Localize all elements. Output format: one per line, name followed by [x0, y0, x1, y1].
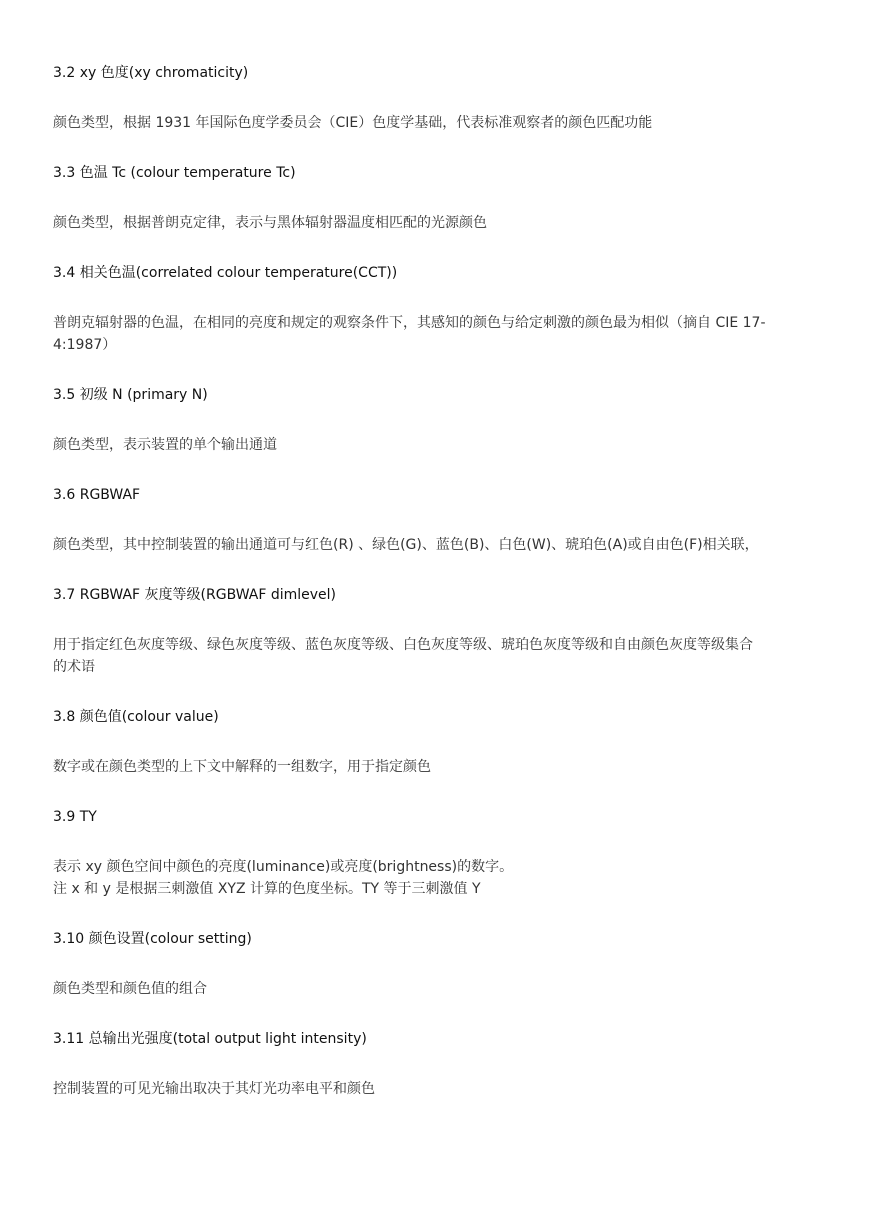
- section-body: [53, 978, 823, 1000]
- body-line: 颜色类型，根据 1931 年国际色度学委员会（CIE）色度学基础，代表标准观察者的颜色匹配功能: [53, 115, 653, 131]
- section-heading: 3.6 RGBWAF: [53, 487, 141, 503]
- body-line: 的术语: [53, 659, 95, 675]
- section-heading: 3.10 颜色设置(colour setting): [53, 931, 252, 947]
- body-line: 颜色类型，根据普朗克定律，表示与黑体辐射器温度相匹配的光源颜色: [53, 215, 487, 231]
- body-line: 表示 xy 颜色空间中颜色的亮度(luminance)或亮度(brightness)的数字。: [53, 859, 514, 875]
- body-line: 控制装置的可见光输出取决于其灯光功率电平和颜色: [53, 1081, 375, 1097]
- section-3-11: [53, 1028, 823, 1100]
- section-heading: 3.5 初级 N (primary N): [53, 387, 208, 403]
- section-3-5: [53, 384, 823, 456]
- section-3-2: [53, 62, 823, 134]
- section-body: [53, 634, 823, 678]
- section-heading: 3.7 RGBWAF 灰度等级(RGBWAF dimlevel): [53, 587, 337, 603]
- section-heading: 3.3 色温 Tc (colour temperature Tc): [53, 165, 296, 181]
- section-body: [53, 534, 823, 556]
- body-line: 4:1987）: [53, 337, 117, 353]
- body-line: 颜色类型，其中控制装置的输出通道可与红色(R) 、绿色(G)、蓝色(B)、白色(W)、琥珀色(A)或自由色(F)相关联，: [53, 537, 759, 553]
- section-body: [53, 312, 823, 356]
- section-body: [53, 756, 823, 778]
- section-heading: 3.2 xy 色度(xy chromaticity): [53, 65, 249, 81]
- document-content: [53, 62, 823, 1128]
- body-line: 数字或在颜色类型的上下文中解释的一组数字，用于指定颜色: [53, 759, 431, 775]
- body-line: 颜色类型和颜色值的组合: [53, 981, 207, 997]
- section-3-10: [53, 928, 823, 1000]
- section-3-6: [53, 484, 823, 556]
- body-line: 普朗克辐射器的色温，在相同的亮度和规定的观察条件下，其感知的颜色与给定刺激的颜色最为相似（摘自 CIE 17-: [53, 315, 766, 331]
- section-heading: 3.11 总输出光强度(total output light intensity): [53, 1031, 367, 1047]
- body-line: 用于指定红色灰度等级、绿色灰度等级、蓝色灰度等级、白色灰度等级、琥珀色灰度等级和自由颜色灰度等级集合: [53, 637, 753, 653]
- section-heading: 3.9 TY: [53, 809, 97, 825]
- section-3-3: [53, 162, 823, 234]
- section-body: [53, 434, 823, 456]
- section-body: [53, 212, 823, 234]
- section-3-8: [53, 706, 823, 778]
- section-body: [53, 112, 823, 134]
- section-3-7: [53, 584, 823, 678]
- section-body: [53, 856, 823, 900]
- section-heading: 3.8 颜色值(colour value): [53, 709, 219, 725]
- section-heading: 3.4 相关色温(correlated colour temperature(CCT)): [53, 265, 398, 281]
- section-body: [53, 1078, 823, 1100]
- section-3-9: [53, 806, 823, 900]
- section-3-4: [53, 262, 823, 356]
- body-line: 颜色类型，表示装置的单个输出通道: [53, 437, 277, 453]
- body-line: 注 x 和 y 是根据三刺激值 XYZ 计算的色度坐标。TY 等于三刺激值 Y: [53, 881, 481, 897]
